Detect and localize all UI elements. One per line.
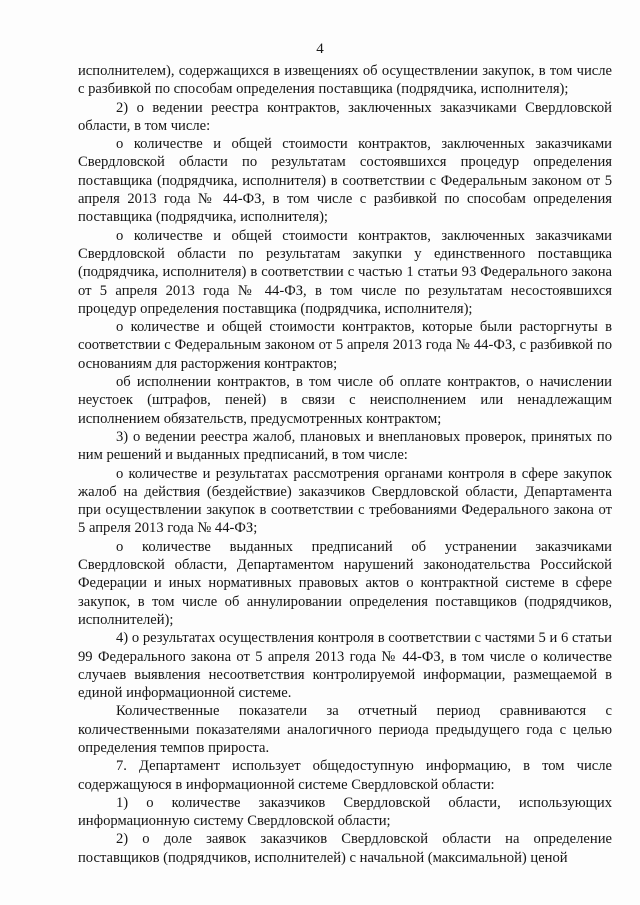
- document-body: [78, 62, 612, 867]
- paragraph: 2) о ведении реестра контрактов, заключенных заказчиками Свердловской области, в том числе:: [78, 99, 612, 134]
- paragraph: 1) о количестве заказчиков Свердловской области, использующих информационную систему Свердловской области;: [78, 794, 612, 830]
- paragraph: о количестве и общей стоимости контрактов, заключенных заказчиками Свердловской области по результатам закупки у единственного поставщика (подрядчика, исполнителя) в соответствии с частью 1 статьи 93 Федерального закона от 5 апреля 2013 года № 44-ФЗ, в том числе по результатам несостоявшихся процедур определения поставщика (подрядчика, исполнителя);: [78, 227, 612, 317]
- paragraph: о количестве и общей стоимости контрактов, которые были расторгнуты в соответствии с Федеральным законом от 5 апреля 2013 года № 44-ФЗ, с разбивкой по основаниям для расторжения контрактов;: [78, 319, 612, 372]
- paragraph: Количественные показатели за отчетный период сравниваются с количественными показателями аналогичного периода предыдущего года с целью определения темпов прироста.: [78, 703, 612, 756]
- paragraph: о количестве и общей стоимости контрактов, заключенных заказчиками Свердловской области по результатам состоявшихся процедур определения поставщика (подрядчика, исполнителя) в соответствии с Федеральным законом от 5 апреля 2013 года № 44-ФЗ, в том числе с разбивкой по способам определения поставщика (подрядчика, исполнителя);: [78, 136, 612, 226]
- paragraph: 7. Департамент использует общедоступную информацию, в том числе содержащуюся в информационной системе Свердловской области:: [78, 758, 612, 793]
- paragraph: исполнителем), содержащихся в извещениях об осуществлении закупок, в том числе с разбивкой по способам определения поставщика (подрядчика, исполнителя);: [78, 63, 612, 98]
- paragraph: 2) о доле заявок заказчиков Свердловской области на определение поставщиков (подрядчиков, исполнителей) с начальной (максимальной) ценой: [78, 831, 612, 866]
- paragraph: о количестве и результатах рассмотрения органами контроля в сфере закупок жалоб на действия (бездействие) заказчиков Свердловской области, Департамента при осуществлении закупок в соответствии с требованиями Федерального закона от 5 апреля 2013 года № 44-ФЗ;: [78, 465, 612, 537]
- paragraph: 4) о результатах осуществления контроля в соответствии с частями 5 и 6 статьи 99 Федерального закона от 5 апреля 2013 года № 44-ФЗ, в том числе о количестве случаев выявления несоответствия контролируемой информации, размещаемой в единой информационной системе.: [78, 630, 612, 702]
- paragraph: 3) о ведении реестра жалоб, плановых и внеплановых проверок, принятых по ним решений и выданных предписаний, в том числе:: [78, 428, 612, 464]
- paragraph: о количестве выданных предписаний об устранении заказчиками Свердловской области, Департаментом нарушений законодательства Российской Федерации и иных нормативных правовых актов о контрактной системе в сфере закупок, в том числе об аннулировании определения поставщиков (подрядчиков, исполнителей);: [78, 538, 612, 628]
- page-number: 4: [316, 41, 324, 57]
- paragraph: об исполнении контрактов, в том числе об оплате контрактов, о начислении неустоек (штрафов, пеней) в связи с неисполнением или ненадлежащим исполнением обязательств, предусмотренных контрактом;: [78, 374, 612, 427]
